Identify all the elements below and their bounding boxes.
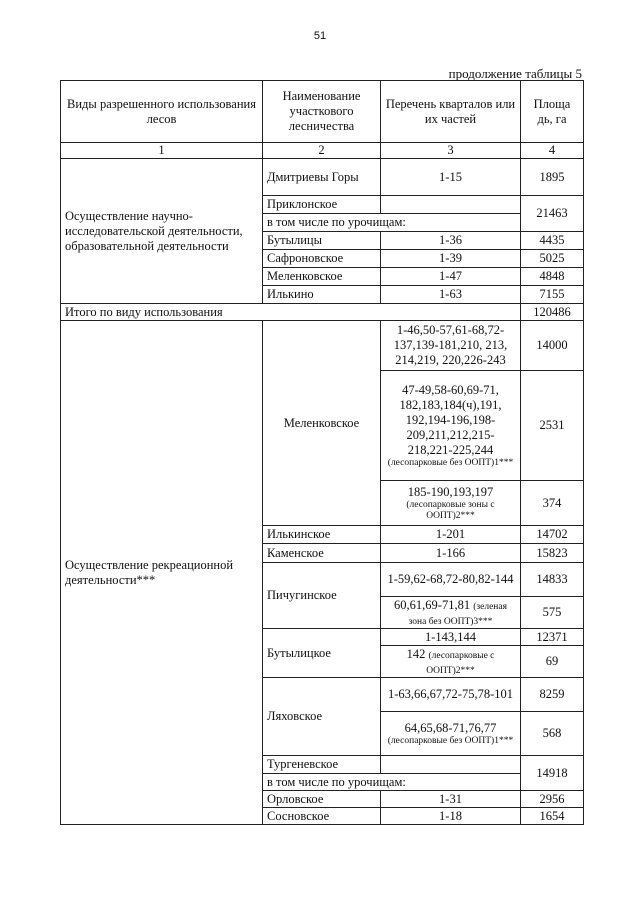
quarters-list: 47-49,58-60,69-71, 182,183,184(ч),191, 192,194-196,198-209,211,212,215-218,221-225,244 [399, 382, 502, 457]
area-cell: 2531 [521, 371, 584, 481]
area-cell: 14000 [521, 321, 584, 371]
area-cell: 4435 [521, 232, 584, 250]
area-cell: 1895 [521, 159, 584, 196]
quarters-cell: 1-63,66,67,72-75,78-101 [381, 678, 521, 712]
total-area: 120486 [521, 304, 584, 321]
quarters-cell [381, 481, 521, 526]
forestry-cell: Орловское [263, 791, 381, 808]
area-cell: 69 [521, 646, 584, 678]
quarters-note: (зеленая зона без ООПТ)3*** [408, 601, 507, 627]
use-type-cell: Осуществление рекреационной деятельности*** [61, 321, 263, 825]
forestry-cell: Приклонское [263, 196, 381, 214]
sub-note-cell: в том числе по урочищам: [263, 774, 521, 791]
forestry-cell: Сосновское [263, 808, 381, 825]
column-number: 2 [263, 143, 381, 159]
forestry-cell: Ляховское [263, 678, 381, 756]
forest-use-table [60, 80, 584, 825]
quarters-note: (лесопарковые без ООПТ)1*** [387, 735, 514, 746]
quarters-cell [381, 196, 521, 214]
forestry-cell: Пичугинское [263, 563, 381, 629]
header-use-type: Виды разрешенного использования лесов [61, 81, 263, 143]
quarters-cell: 1-143,144 [381, 629, 521, 646]
sub-note-cell: в том числе по урочищам: [263, 214, 521, 232]
quarters-cell: 1-47 [381, 268, 521, 286]
table-row [61, 321, 584, 371]
forestry-cell: Илькинское [263, 526, 381, 544]
quarters-note: (лесопарковые без ООПТ)1*** [387, 457, 514, 468]
quarters-cell: 1-63 [381, 286, 521, 304]
quarters-list: 64,65,68-71,76,77 [404, 720, 497, 735]
table-row [61, 159, 584, 196]
header-forestry: Наименование участкового лесничества [263, 81, 381, 143]
area-cell: 14918 [521, 756, 584, 791]
page-number: 51 [313, 30, 327, 42]
area-cell: 575 [521, 597, 584, 629]
quarters-cell: 1-201 [381, 526, 521, 544]
continuation-label: продолжение таблицы 5 [448, 66, 582, 81]
quarters-list: 60,61,69-71,81 [394, 597, 471, 612]
forestry-cell: Бутылицкое [263, 629, 381, 678]
quarters-note: (лесопарковые зоны с ООПТ)2*** [406, 499, 495, 521]
quarters-note: (лесопарковые с ООПТ)2*** [426, 650, 495, 676]
quarters-list: 142 [406, 646, 426, 661]
area-cell: 4848 [521, 268, 584, 286]
forestry-cell: Дмитриевы Горы [263, 159, 381, 196]
forestry-cell: Бутылицы [263, 232, 381, 250]
header-quarters: Перечень кварталов или их частей [381, 81, 521, 143]
quarters-cell [381, 756, 521, 774]
area-cell: 15823 [521, 544, 584, 563]
quarters-cell [381, 597, 521, 629]
area-cell: 14833 [521, 563, 584, 597]
header-row [61, 81, 584, 143]
area-cell: 12371 [521, 629, 584, 646]
forestry-cell: Сафроновское [263, 250, 381, 268]
quarters-list: 185-190,193,197 [407, 484, 494, 499]
area-cell: 5025 [521, 250, 584, 268]
area-cell: 1654 [521, 808, 584, 825]
column-number-row [61, 143, 584, 159]
column-number: 4 [521, 143, 584, 159]
quarters-cell: 1-59,62-68,72-80,82-144 [381, 563, 521, 597]
area-cell: 568 [521, 712, 584, 756]
quarters-cell [381, 371, 521, 481]
quarters-cell: 1-36 [381, 232, 521, 250]
quarters-cell [381, 646, 521, 678]
area-cell: 2956 [521, 791, 584, 808]
quarters-cell: 1-18 [381, 808, 521, 825]
header-area: Площа дь, га [521, 81, 584, 143]
quarters-cell: 1-31 [381, 791, 521, 808]
area-cell: 374 [521, 481, 584, 526]
forestry-cell: Тургеневское [263, 756, 381, 774]
column-number: 1 [61, 143, 263, 159]
quarters-cell: 1-166 [381, 544, 521, 563]
area-cell: 8259 [521, 678, 584, 712]
total-row [61, 304, 584, 321]
use-type-cell: Осуществление научно-исследовательской деятельности, образовательной деятельности [61, 159, 263, 304]
area-cell: 14702 [521, 526, 584, 544]
quarters-cell [381, 712, 521, 756]
forestry-cell: Каменское [263, 544, 381, 563]
total-label: Итого по виду использования [61, 304, 521, 321]
forestry-cell: Меленковское [263, 321, 381, 526]
quarters-cell: 1-15 [381, 159, 521, 196]
area-cell: 7155 [521, 286, 584, 304]
quarters-cell: 1-39 [381, 250, 521, 268]
area-cell: 21463 [521, 196, 584, 232]
column-number: 3 [381, 143, 521, 159]
quarters-cell: 1-46,50-57,61-68,72-137,139-181,210, 213, 214,219, 220,226-243 [381, 321, 521, 371]
forestry-cell: Илькино [263, 286, 381, 304]
forestry-cell: Меленковское [263, 268, 381, 286]
